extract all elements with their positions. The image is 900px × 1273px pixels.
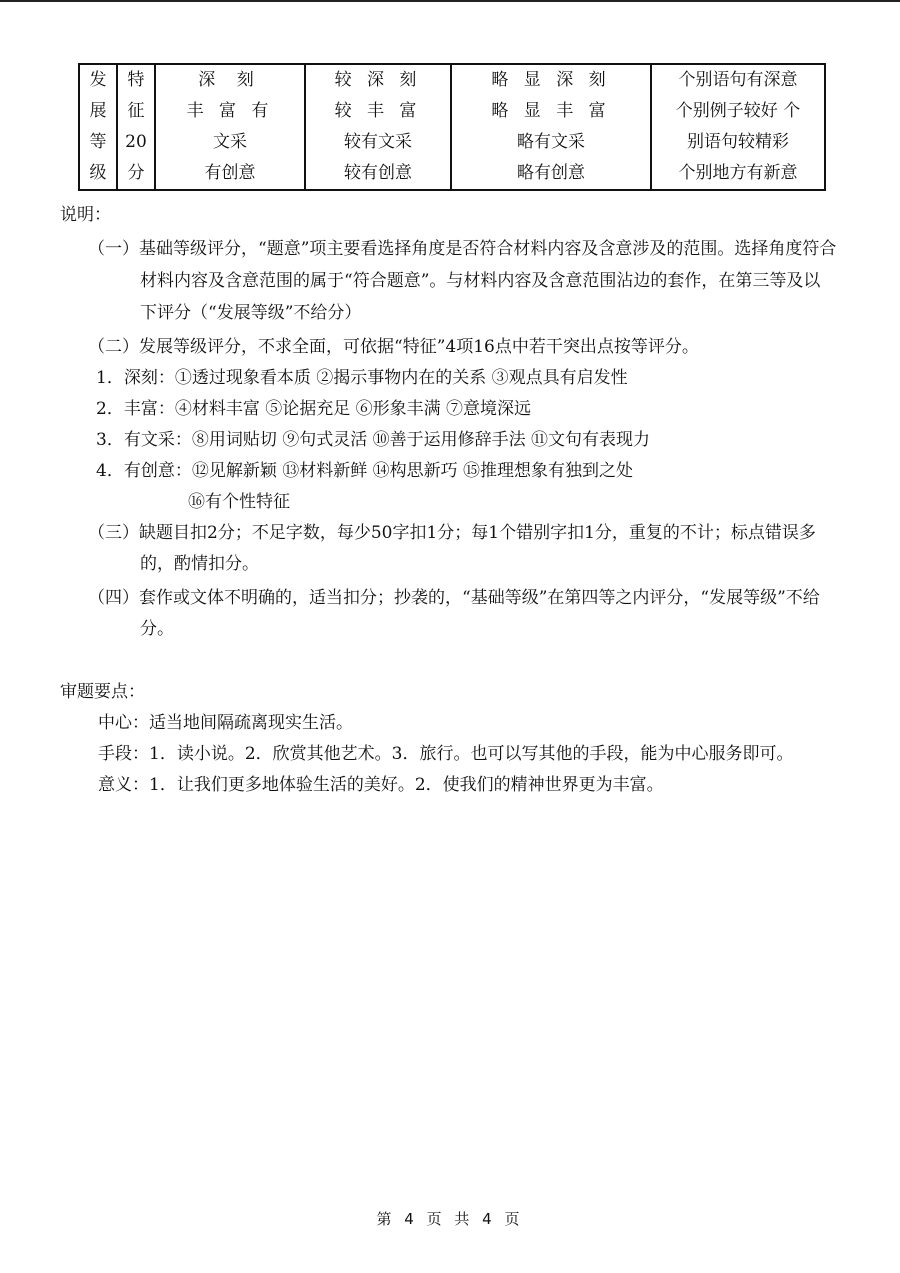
grade-cell-text: 别语句较精彩 (687, 132, 789, 152)
note-sub-4-line-1: 4．有创意：⑫见解新颖 ⑬材料新鲜 ⑭构思新巧 ⑮推理想象有独到之处 (96, 461, 634, 481)
grade-cell-text: 略 显 丰 富 (491, 101, 611, 121)
note-item-1-line-3: 下评分（“发展等级”不给分） (140, 303, 362, 323)
category-char: 级 (89, 163, 107, 183)
feature-cell (117, 64, 155, 190)
note-sub-4-line-2: ⑯有个性特征 (188, 492, 290, 512)
grade-cell-text: 个别地方有新意 (678, 163, 798, 183)
page-number-footer: 第 4 页 共 4 页 (376, 1210, 524, 1228)
note-item-3-line-1: （三）缺题目扣2分；不足字数，每少50字扣1分；每1个错别字扣1分，重复的不计；标点错误多 (88, 523, 816, 543)
feature-char: 特 (127, 70, 145, 90)
feature-char: 20 (125, 132, 147, 152)
grade-cell-text: 有创意 (204, 163, 256, 183)
note-sub-2: 2．丰富：④材料丰富 ⑤论据充足 ⑥形象丰满 ⑦意境深远 (96, 399, 532, 419)
note-sub-1: 1．深刻：①透过现象看本质 ②揭示事物内在的关系 ③观点具有启发性 (96, 368, 628, 388)
grade-cell-text: 略有文采 (517, 132, 585, 152)
table-row (79, 64, 825, 190)
grade-cell-text: 丰 富 有 (186, 101, 274, 121)
note-item-4-line-2: 分。 (140, 619, 174, 639)
grade-cell-text: 略 显 深 刻 (491, 70, 611, 90)
grade-column-3 (451, 64, 651, 190)
grade-cell-text: 较有文采 (344, 132, 412, 152)
notes-heading: 说明： (60, 205, 111, 225)
grade-column-1 (155, 64, 305, 190)
note-item-3-line-2: 的，酌情扣分。 (140, 554, 259, 574)
grade-cell-text: 较 丰 富 (334, 101, 422, 121)
feature-char: 征 (127, 101, 145, 121)
category-char: 展 (89, 101, 107, 121)
note-item-1-line-1: （一）基础等级评分，“题意”项主要看选择角度是否符合材料内容及含意涉及的范围。选择角度符合 (88, 239, 837, 259)
note-sub-3: 3．有文采：⑧用词贴切 ⑨句式灵活 ⑩善于运用修辞手法 ⑪文句有表现力 (96, 430, 651, 450)
category-cell (79, 64, 117, 190)
development-grade-table (78, 63, 826, 191)
note-item-4-line-1: （四）套作或文体不明确的，适当扣分；抄袭的，“基础等级”在第四等之内评分，“发展等级”不给 (88, 588, 820, 608)
grade-cell-text: 个别例子较好 个 (675, 101, 801, 121)
grade-cell-text: 深 刻 (198, 70, 262, 90)
grade-column-4 (651, 64, 825, 190)
note-item-1-line-2: 材料内容及含意范围的属于“符合题意”。与材料内容及含意范围沾边的套作，在第三等及以 (140, 271, 821, 291)
note-item-2: （二）发展等级评分，不求全面，可依据“特征”4项16点中若干突出点按等评分。 (88, 337, 699, 357)
feature-char: 分 (127, 163, 145, 183)
review-heading: 审题要点： (60, 682, 145, 702)
review-means: 手段：1．读小说。2．欣赏其他艺术。3．旅行。也可以写其他的手段，能为中心服务即可。 (98, 744, 794, 764)
top-rule (0, 0, 900, 2)
review-center: 中心：适当地间隔疏离现实生活。 (98, 713, 353, 733)
grade-cell-text: 略有创意 (517, 163, 585, 183)
review-meaning: 意义：1．让我们更多地体验生活的美好。2．使我们的精神世界更为丰富。 (98, 775, 664, 795)
grade-cell-text: 较有创意 (344, 163, 412, 183)
grade-column-2 (305, 64, 451, 190)
grade-cell-text: 个别语句有深意 (678, 70, 798, 90)
category-char: 发 (89, 70, 107, 90)
grade-cell-text: 较 深 刻 (334, 70, 422, 90)
category-char: 等 (89, 132, 107, 152)
grade-cell-text: 文采 (213, 132, 247, 152)
